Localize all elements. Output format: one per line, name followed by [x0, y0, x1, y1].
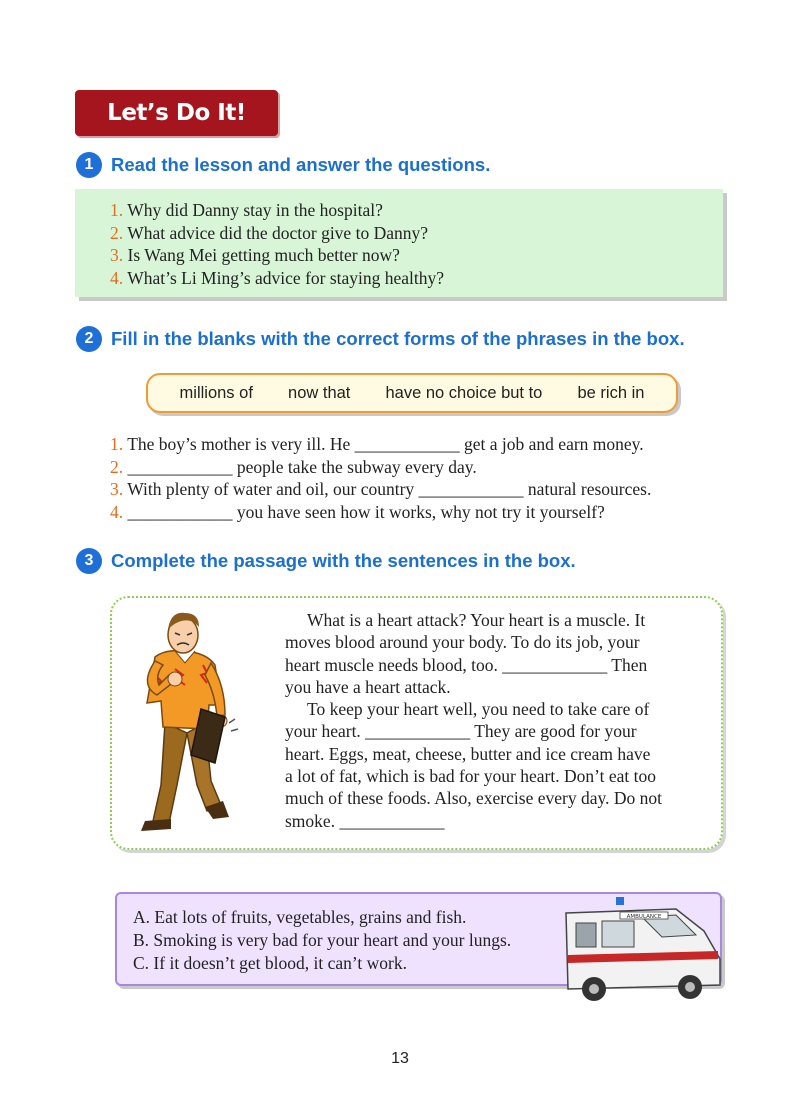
- passage-text: [285, 609, 715, 832]
- list-item: A. Eat lots of fruits, vegetables, grains and fish.: [133, 907, 467, 927]
- page-number: 13: [391, 1050, 409, 1067]
- section-3-heading: [76, 548, 576, 574]
- section-1-heading: [76, 152, 490, 178]
- section-title: Fill in the blanks with the correct forms of the phrases in the box.: [111, 328, 685, 349]
- fill-blank-list: [110, 433, 651, 523]
- list-item: 4. What’s Li Ming’s advice for staying healthy?: [110, 267, 445, 288]
- passage-line: your heart. ____________ They are good for your: [285, 721, 637, 742]
- passage-line: a lot of fat, which is bad for your heart. Don’t eat too: [285, 766, 656, 787]
- question-list: [110, 199, 444, 289]
- list-item: 3. Is Wang Mei getting much better now?: [110, 245, 400, 265]
- passage-line: much of these foods. Also, exercise every day. Do not: [285, 788, 662, 809]
- passage-line: To keep your heart well, you need to take care of: [307, 699, 650, 720]
- list-item: 1. The boy’s mother is very ill. He ____________ get a job and earn money.: [110, 434, 644, 454]
- section-number-badge: 1: [76, 152, 102, 178]
- section-2-heading: [76, 326, 685, 352]
- list-item: 2. What advice did the doctor give to Danny?: [110, 222, 428, 243]
- phrase: be rich in: [577, 383, 645, 402]
- section-number-badge: 3: [76, 548, 102, 574]
- passage-line: heart. Eggs, meat, cheese, butter and ice cream have: [285, 743, 651, 764]
- list-item: C. If it doesn’t get blood, it can’t work.: [133, 953, 407, 973]
- phrase: millions of: [179, 383, 253, 402]
- ambulance-label: AMBULANCE: [626, 914, 662, 920]
- sentence-list: [133, 906, 511, 975]
- ambulance-illustration: [558, 897, 728, 1009]
- list-item: 1. Why did Danny stay in the hospital?: [110, 200, 383, 220]
- section-title: Read the lesson and answer the questions.: [111, 154, 491, 175]
- lets-do-it-banner: Let’s Do It!: [75, 90, 278, 136]
- list-item: 3. With plenty of water and oil, our country ____________ natural resources.: [110, 479, 652, 499]
- passage-line: What is a heart attack? Your heart is a muscle. It: [307, 610, 646, 630]
- passage-line: you have a heart attack.: [285, 676, 451, 697]
- man-clutching-chest-illustration: [125, 605, 265, 841]
- section-number-badge: 2: [76, 326, 102, 352]
- section-title: Complete the passage with the sentences in the box.: [111, 550, 576, 571]
- passage-line: heart muscle needs blood, too. ____________ Then: [285, 654, 648, 675]
- phrase: now that: [288, 383, 351, 402]
- passage-line: smoke. ____________: [285, 810, 445, 831]
- list-item: B. Smoking is very bad for your heart and your lungs.: [133, 930, 512, 950]
- list-item: 2. ____________ people take the subway every day.: [110, 456, 477, 477]
- phrase-box: [146, 373, 678, 413]
- phrase: have no choice but to: [385, 383, 543, 402]
- list-item: 4. ____________ you have seen how it works, why not try it yourself?: [110, 501, 605, 522]
- passage-line: moves blood around your body. To do its job, your: [285, 632, 640, 653]
